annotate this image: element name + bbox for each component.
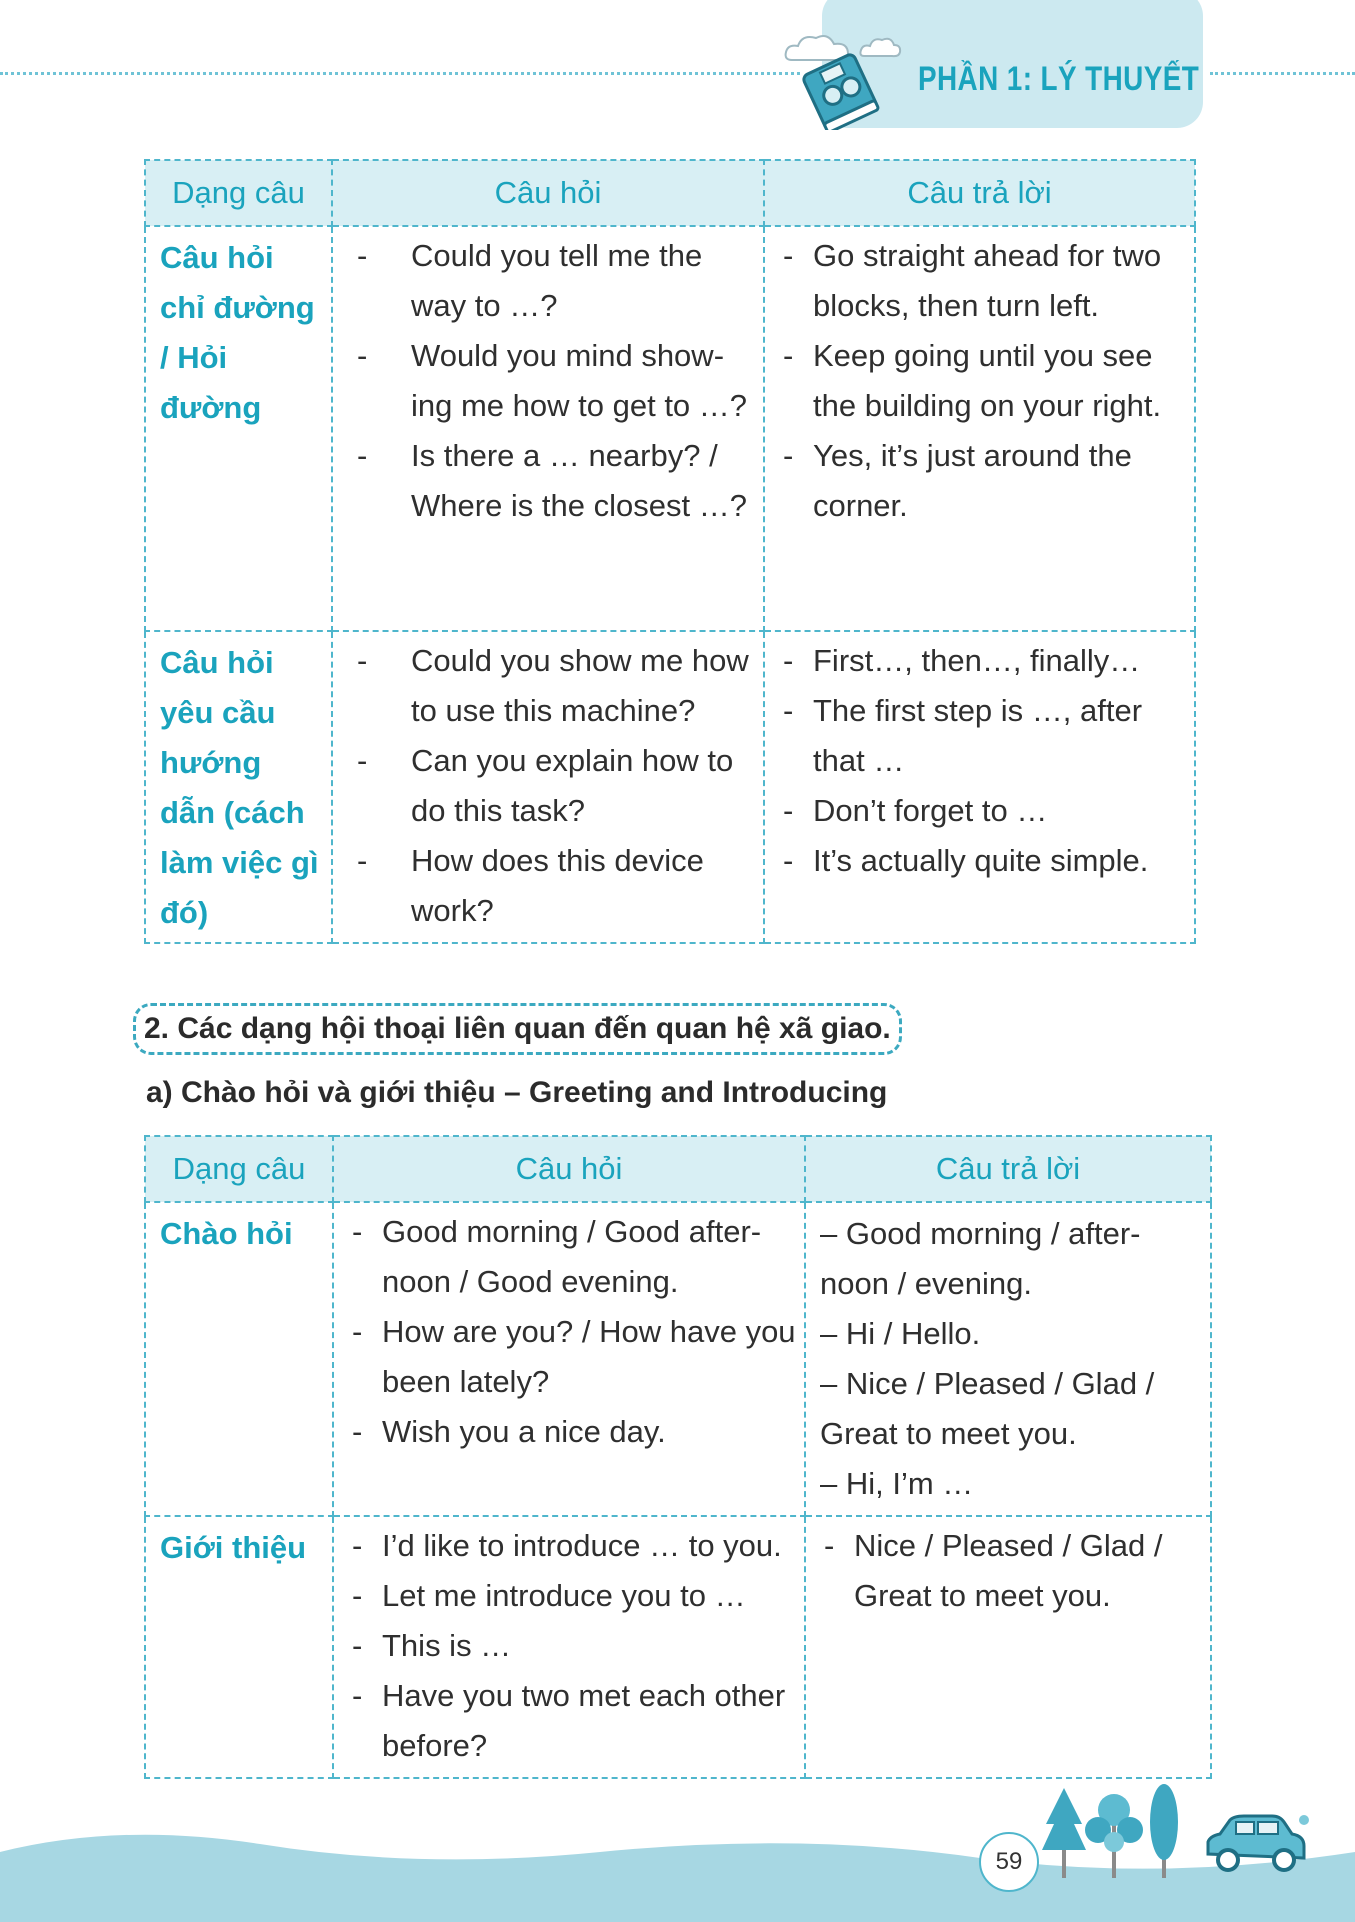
list-item: - Yes, it’s just around the corner. bbox=[765, 431, 1186, 531]
questions-cell bbox=[332, 226, 764, 631]
type-cell: Giới thiệu bbox=[145, 1516, 333, 1778]
list-item: – Nice / Pleased / Glad / Great to meet you. bbox=[820, 1366, 1155, 1451]
list-item: - Good morning / Good after-noon / Good evening. bbox=[334, 1207, 796, 1307]
header-cell-question: Câu hỏi bbox=[333, 1136, 805, 1202]
list-item: - Don’t forget to … bbox=[765, 786, 1186, 836]
list-item: - Can you explain how to do this task? bbox=[333, 736, 755, 836]
list-item: - First…, then…, finally… bbox=[765, 636, 1186, 686]
list-item: - Have you two met each other before? bbox=[334, 1671, 796, 1771]
table-header-row bbox=[145, 160, 1195, 226]
sub-heading: a) Chào hỏi và giới thiệu – Greeting and Introducing bbox=[146, 1076, 888, 1109]
header-cell-answer: Câu trả lời bbox=[764, 160, 1195, 226]
list-item: - Let me introduce you to … bbox=[334, 1571, 796, 1621]
type-cell: Câu hỏi chỉ đường / Hỏi đường bbox=[145, 226, 332, 631]
header-cell-type: Dạng câu bbox=[145, 160, 332, 226]
list-item: - Go straight ahead for two blocks, then turn left. bbox=[765, 231, 1186, 331]
sentence-types-table-1 bbox=[144, 159, 1196, 944]
section-title: PHẦN 1: LÝ THUYẾT bbox=[918, 60, 1200, 98]
list-item: - Keep going until you see the building on your right. bbox=[765, 331, 1186, 431]
table-header-row bbox=[145, 1136, 1211, 1202]
type-cell: Câu hỏi yêu cầu hướng dẫn (cách làm việc gì đó) bbox=[145, 631, 332, 943]
header-cell-answer: Câu trả lời bbox=[805, 1136, 1211, 1202]
list-item: - I’d like to introduce … to you. bbox=[334, 1521, 796, 1571]
table-row bbox=[145, 226, 1195, 631]
header-dotted-line-left bbox=[0, 72, 800, 75]
list-item: – Hi, I’m … bbox=[820, 1466, 974, 1501]
list-item: - This is … bbox=[334, 1621, 796, 1671]
answers-cell bbox=[805, 1516, 1211, 1778]
book-icon bbox=[780, 30, 900, 130]
sentence-types-table-2 bbox=[144, 1135, 1212, 1779]
questions-cell bbox=[333, 1202, 805, 1516]
header-cell-type: Dạng câu bbox=[145, 1136, 333, 1202]
table-row bbox=[145, 631, 1195, 943]
type-cell: Chào hỏi bbox=[145, 1202, 333, 1516]
answers-cell bbox=[764, 631, 1195, 943]
trees-icon bbox=[1040, 1780, 1190, 1880]
table-row bbox=[145, 1516, 1211, 1778]
list-item: – Good morning / after-noon / evening. bbox=[820, 1216, 1141, 1301]
section-heading: 2. Các dạng hội thoại liên quan đến quan hệ xã giao. bbox=[133, 1003, 902, 1055]
list-item: - Wish you a nice day. bbox=[334, 1407, 796, 1457]
answers-cell bbox=[764, 226, 1195, 631]
list-item: - Is there a … nearby? / Where is the closest …? bbox=[333, 431, 755, 531]
list-item: - How does this device work? bbox=[333, 836, 755, 936]
answers-cell bbox=[805, 1202, 1211, 1516]
list-item: - The first step is …, after that … bbox=[765, 686, 1186, 786]
list-item: - Nice / Pleased / Glad / Great to meet you. bbox=[806, 1521, 1202, 1621]
list-item: - How are you? / How have you been lately? bbox=[334, 1307, 796, 1407]
list-item: – Hi / Hello. bbox=[820, 1316, 981, 1351]
page-number: 59 bbox=[979, 1832, 1039, 1892]
header-dotted-line-right bbox=[1210, 72, 1355, 75]
list-item: - Could you show me how to use this machine? bbox=[333, 636, 755, 736]
questions-cell bbox=[332, 631, 764, 943]
list-item: - Could you tell me the way to …? bbox=[333, 231, 755, 331]
questions-cell bbox=[333, 1516, 805, 1778]
car-icon bbox=[1200, 1810, 1310, 1880]
list-item: - It’s actually quite simple. bbox=[765, 836, 1186, 886]
table-row bbox=[145, 1202, 1211, 1516]
list-item: - Would you mind show-ing me how to get to …? bbox=[333, 331, 755, 431]
header-cell-question: Câu hỏi bbox=[332, 160, 764, 226]
